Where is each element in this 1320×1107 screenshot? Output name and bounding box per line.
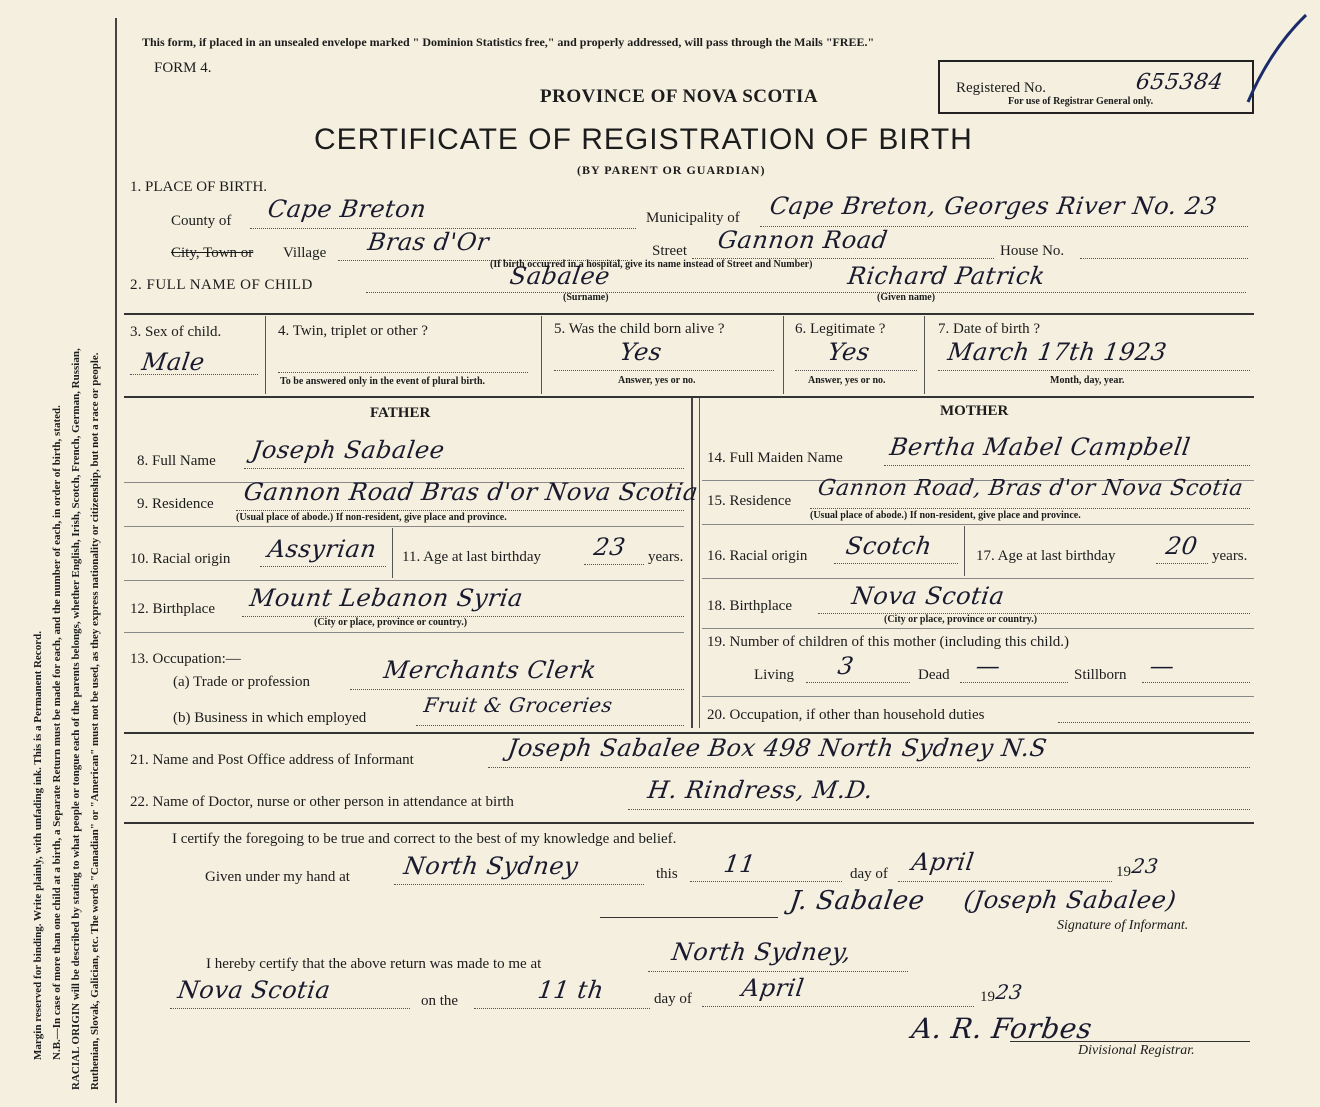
- province-heading: PROVINCE OF NOVA SCOTIA: [540, 86, 819, 107]
- legitimate-label: 6. Legitimate ?: [795, 321, 886, 337]
- dead-value: —: [974, 652, 1003, 680]
- mother-name-value: Bertha Mabel Campbell: [888, 433, 1193, 461]
- registrar-statement: I hereby certify that the above return was made to me at: [206, 956, 542, 972]
- informant-value: Joseph Sabalee Box 498 North Sydney N.S: [506, 734, 1049, 762]
- mother-name-label: 14. Full Maiden Name: [707, 450, 843, 466]
- father-heading: FATHER: [370, 405, 431, 421]
- mother-age-value: 20: [1164, 532, 1200, 560]
- informant-signature-paren: (Joseph Sabalee): [962, 886, 1179, 914]
- dob-note: Month, day, year.: [1050, 375, 1125, 386]
- mother-age-label: 17. Age at last birthday: [976, 548, 1116, 564]
- twin-label: 4. Twin, triplet or other ?: [278, 323, 428, 339]
- registrar-day: 11 th: [536, 976, 606, 1004]
- day-of-label: day of: [850, 866, 888, 882]
- registered-number: 655384: [1134, 70, 1225, 95]
- margin-note-3: RACIAL ORIGIN will be described by stating to what people or tongue each of the parents belongs, whether English, Irish, Scotch, French, German, Russian,: [70, 348, 82, 1090]
- doctor-label: 22. Name of Doctor, nurse or other person in attendance at birth: [130, 794, 514, 810]
- father-residence-label: 9. Residence: [137, 496, 214, 512]
- twin-note: To be answered only in the event of plural birth.: [280, 376, 486, 387]
- father-business-value: Fruit & Groceries: [422, 693, 615, 717]
- given-under-label: Given under my hand at: [205, 869, 350, 885]
- father-residence-value: Gannon Road Bras d'or Nova Scotia: [242, 478, 700, 506]
- given-place: North Sydney: [402, 852, 581, 880]
- house-label: House No.: [1000, 243, 1065, 259]
- alive-value: Yes: [618, 338, 664, 366]
- margin-note-4: Ruthenian, Slovak, Galician, etc. The words "Canadian" or "American" must not be used, as they express nationality or citizenship, but not a race or people.: [89, 352, 101, 1090]
- father-name-label: 8. Full Name: [137, 453, 216, 469]
- village-label-struck: City, Town or: [171, 245, 254, 261]
- father-age-value: 23: [592, 533, 628, 561]
- mother-occupation-label: 20. Occupation, if other than household duties: [707, 707, 985, 723]
- dob-label: 7. Date of birth ?: [938, 321, 1041, 337]
- dob-value: March 17th 1923: [946, 338, 1169, 366]
- mother-race-value: Scotch: [844, 532, 934, 560]
- registered-label: Registered No.: [956, 80, 1046, 96]
- registrar-year-suffix: 23: [994, 980, 1025, 1004]
- father-trade-value: Merchants Clerk: [382, 656, 599, 684]
- mother-race-label: 16. Racial origin: [707, 548, 808, 564]
- child-surname: Sabalee: [508, 262, 612, 290]
- certify-statement: I certify the foregoing to be true and correct to the best of my knowledge and belief.: [172, 831, 677, 847]
- mother-residence-note: (Usual place of abode.) If non-resident, give place and province.: [810, 510, 1081, 521]
- signature-caption: Signature of Informant.: [1057, 918, 1189, 933]
- month-value: April: [910, 848, 976, 876]
- father-race-value: Assyrian: [266, 535, 379, 563]
- certificate-title: CERTIFICATE OF REGISTRATION OF BIRTH: [314, 123, 973, 156]
- father-birthplace-label: 12. Birthplace: [130, 601, 215, 617]
- child-given-name: Richard Patrick: [846, 262, 1048, 290]
- street-value: Gannon Road: [716, 226, 890, 254]
- given-name-note: (Given name): [877, 292, 936, 303]
- municipality-label: Municipality of: [646, 210, 740, 226]
- year-prefix: 19: [1116, 864, 1131, 880]
- registrar-caption: Divisional Registrar.: [1078, 1043, 1195, 1058]
- registered-note: For use of Registrar General only.: [1008, 96, 1154, 107]
- mother-age-unit: years.: [1212, 548, 1248, 564]
- margin-note-2: N.B.—In case of more than one child at a birth, a Separate Return must be made for each, and the number of each, in order of birth, stated.: [51, 405, 63, 1060]
- village-value: Bras d'Or: [366, 228, 491, 256]
- certificate-subtitle: (BY PARENT OR GUARDIAN): [577, 163, 766, 177]
- legitimate-value: Yes: [826, 338, 872, 366]
- stillborn-value: —: [1148, 652, 1177, 680]
- father-name-value: Joseph Sabalee: [250, 436, 447, 464]
- mother-residence-label: 15. Residence: [707, 493, 792, 509]
- sex-label: 3. Sex of child.: [130, 324, 222, 340]
- registrar-place: North Sydney,: [670, 938, 854, 966]
- father-occupation-label: 13. Occupation:—: [130, 651, 241, 667]
- margin-note-1: Margin reserved for binding. Write plainly, with unfading ink. This is a Permanent Record.: [32, 631, 44, 1060]
- county-label: County of: [171, 213, 232, 229]
- mother-birthplace-value: Nova Scotia: [850, 582, 1007, 610]
- registrar-day-of-label: day of: [654, 991, 692, 1007]
- county-value: Cape Breton: [266, 195, 429, 223]
- year-suffix: 23: [1130, 854, 1161, 878]
- registrar-year-prefix: 19: [980, 989, 995, 1005]
- father-birthplace-note: (City or place, province or country.): [314, 617, 468, 628]
- legitimate-note: Answer, yes or no.: [808, 375, 886, 386]
- this-label: this: [656, 866, 678, 882]
- mother-children-label: 19. Number of children of this mother (including this child.): [707, 634, 1070, 650]
- this-day: 11: [722, 850, 758, 878]
- village-label: Village: [283, 245, 327, 261]
- form-number: FORM 4.: [154, 60, 212, 76]
- registrar-province: Nova Scotia: [176, 976, 333, 1004]
- hospital-note: (If birth occurred in a hospital, give its name instead of Street and Number): [490, 259, 813, 270]
- ink-tick-mark: [1240, 10, 1310, 110]
- registered-box: [938, 60, 1254, 114]
- sex-value: Male: [140, 348, 207, 376]
- mother-heading: MOTHER: [940, 403, 1009, 419]
- father-trade-label: (a) Trade or profession: [173, 674, 311, 690]
- stillborn-label: Stillborn: [1074, 667, 1127, 683]
- place-of-birth-label: 1. PLACE OF BIRTH.: [130, 179, 268, 195]
- mother-birthplace-label: 18. Birthplace: [707, 598, 792, 614]
- informant-label: 21. Name and Post Office address of Informant: [130, 752, 414, 768]
- child-name-label: 2. FULL NAME OF CHILD: [130, 277, 313, 293]
- margin-border: [115, 18, 117, 1103]
- street-label: Street: [652, 243, 687, 259]
- doctor-value: H. Rindress, M.D.: [646, 776, 876, 804]
- on-the-label: on the: [421, 993, 459, 1009]
- father-birthplace-value: Mount Lebanon Syria: [248, 584, 525, 612]
- registrar-signature: A. R. Forbes: [909, 1012, 1095, 1045]
- municipality-value: Cape Breton, Georges River No. 23: [768, 192, 1219, 220]
- mother-birthplace-note: (City or place, province or country.): [884, 614, 1038, 625]
- alive-note: Answer, yes or no.: [618, 375, 696, 386]
- mother-residence-value: Gannon Road, Bras d'or Nova Scotia: [816, 476, 1245, 501]
- father-business-label: (b) Business in which employed: [173, 710, 367, 726]
- living-value: 3: [836, 652, 856, 680]
- father-residence-note: (Usual place of abode.) If non-resident, give place and province.: [236, 512, 507, 523]
- informant-signature: J. Sabalee: [787, 886, 927, 916]
- father-age-unit: years.: [648, 549, 684, 565]
- alive-label: 5. Was the child born alive ?: [554, 321, 725, 337]
- surname-note: (Surname): [563, 292, 609, 303]
- dead-label: Dead: [918, 667, 950, 683]
- father-age-label: 11. Age at last birthday: [402, 549, 541, 565]
- registrar-month: April: [740, 974, 806, 1002]
- living-label: Living: [754, 667, 794, 683]
- father-race-label: 10. Racial origin: [130, 551, 231, 567]
- mail-notice: This form, if placed in an unsealed envelope marked " Dominion Statistics free," and properly addressed, will pass through the Mails "FREE.": [142, 35, 875, 49]
